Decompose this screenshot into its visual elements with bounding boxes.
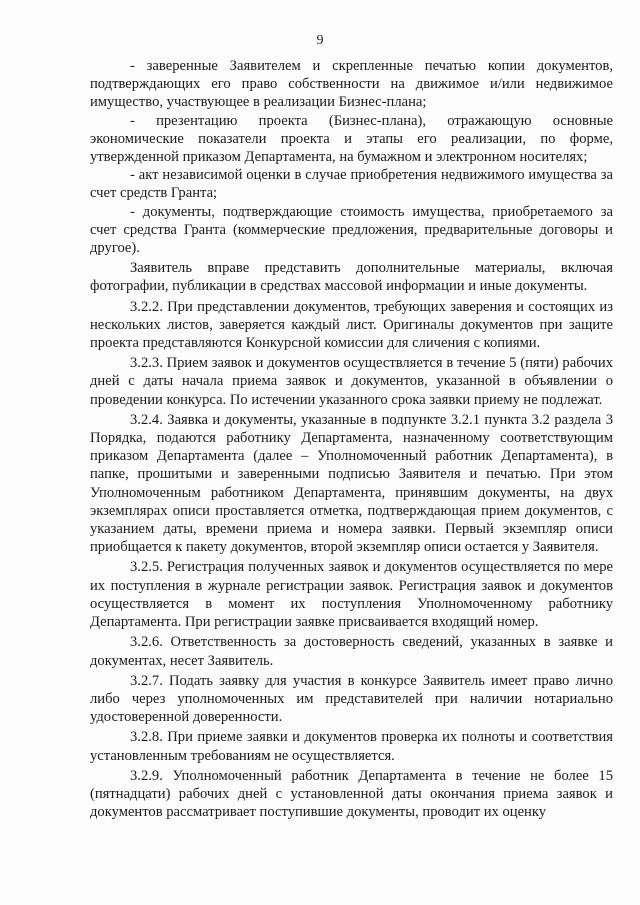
paragraph-3-2-2: 3.2.2. При представлении документов, требующих заверения и состоящих из нескольких листов, заверяется каждый лист. Оригиналы документов при защите проекта представляются Конкурсной комиссии для сличения с копиями. bbox=[90, 298, 613, 352]
paragraph-project-presentation: - презентацию проекта (Бизнес-плана), отражающую основные экономические показатели проекта и этапы его реализации, по форме, утвержденной приказом Департамента, на бумажном и электронном носителях; bbox=[90, 112, 613, 166]
document-body bbox=[90, 57, 613, 821]
paragraph-3-2-3: 3.2.3. Прием заявок и документов осуществляется в течение 5 (пяти) рабочих дней с даты начала приема заявок и документов, указанной в объявлении о проведении конкурса. По истечении указанного срока заявки приему не подлежат. bbox=[90, 355, 613, 408]
paragraph-3-2-4: 3.2.4. Заявка и документы, указанные в подпункте 3.2.1 пункта 3.2 раздела 3 Порядка, подаются работнику Департамента, назначенному соответствующим приказом Департамента (далее – Уполномоченный работник Департамента), в папке, прошитыми и заверенными подписью Заявителя и печатью. При этом Уполномоченным работником Департамента, принявшим документы, на двух экземплярах описи проставляется отметка, подтверждающая прием документов, с указанием даты, времени приема и номера заявки. Первый экземпляр описи приобщается к пакету документов, второй экземпляр описи остается у Заявителя. bbox=[90, 411, 613, 556]
paragraph-additional-materials: Заявитель вправе представить дополнительные материалы, включая фотографии, публикации в средствах массовой информации и иные документы. bbox=[90, 260, 613, 295]
paragraph-3-2-8: 3.2.8. При приеме заявки и документов проверка их полноты и соответствия установленным требованиям не осуществляется. bbox=[90, 729, 613, 764]
paragraph-3-2-9: 3.2.9. Уполномоченный работник Департамента в течение не более 15 (пятнадцати) рабочих дней с установленной даты окончания приема заявок и документов рассматривает поступившие документы, проводит их оценку bbox=[90, 767, 613, 821]
page-number: 9 bbox=[316, 33, 324, 48]
paragraph-cost-documents: - документы, подтверждающие стоимость имущества, приобретаемого за счет средства Гранта (коммерческие предложения, предварительные договоры и другое). bbox=[90, 203, 613, 257]
paragraph-3-2-5: 3.2.5. Регистрация полученных заявок и документов осуществляется по мере их поступления в журнале регистрации заявок. Регистрация заявок и документов осуществляется в момент их поступления Уполномоченному работнику Департамента. При регистрации заявке присваивается входящий номер. bbox=[90, 559, 613, 631]
paragraph-3-2-7: 3.2.7. Подать заявку для участия в конкурсе Заявитель имеет право лично либо через уполномоченных им представителей при наличии нотариально удостоверенной доверенности. bbox=[90, 672, 613, 726]
paragraph-3-2-6: 3.2.6. Ответственность за достоверность сведений, указанных в заявке и документах, несет Заявитель. bbox=[90, 634, 613, 669]
paragraph-ownership-copies: - заверенные Заявителем и скрепленные печатью копии документов, подтверждающих его право собственности на движимое и/или недвижимое имущество, участвующее в реализации Бизнес-плана; bbox=[90, 58, 613, 111]
paragraph-valuation-act: - акт независимой оценки в случае приобретения недвижимого имущества за счет средств Гранта; bbox=[90, 167, 613, 202]
